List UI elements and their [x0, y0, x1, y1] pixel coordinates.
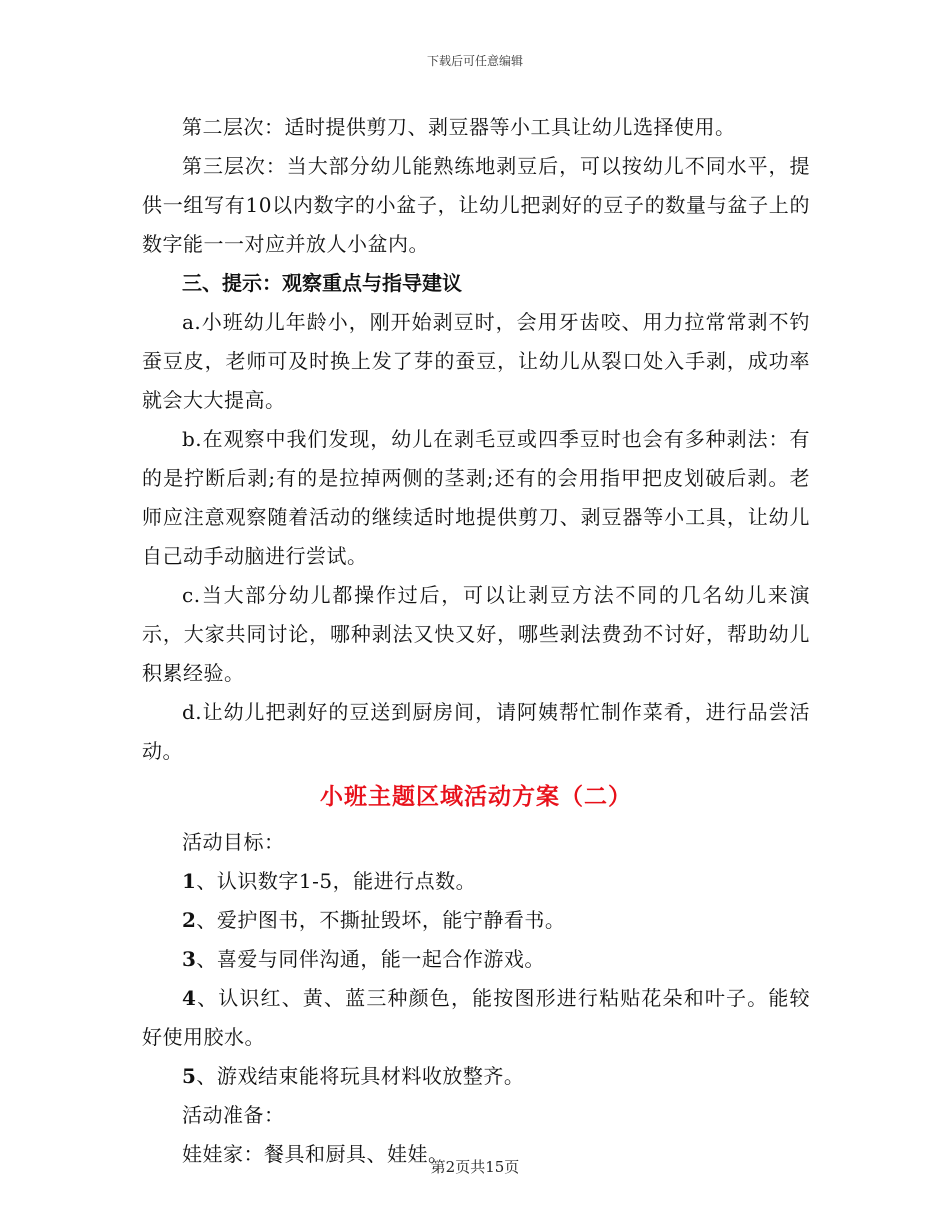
goal-item [142, 862, 810, 901]
section3-heading: 三、提示：观察重点与指导建议 [182, 271, 462, 295]
page-footer: 第2页共15页 [430, 1158, 520, 1176]
goal-text: 、喜爱与同伴沟通，能一起合作游戏。 [196, 947, 545, 971]
paragraph-tip-a: a.小班幼儿年龄小，刚开始剥豆时，会用牙齿咬、用力拉常常剥不钓蚕豆皮，老师可及时换上发了芽的蚕豆，让幼儿从裂口处入手剥，成功率就会大大提高。 [142, 310, 810, 412]
paragraph-level2: 第二层次：适时提供剪刀、剥豆器等小工具让幼儿选择使用。 [182, 115, 736, 139]
goal-item [142, 1057, 810, 1096]
paragraph-tip-c: c.当大部分幼儿都操作过后，可以让剥豆方法不同的几名幼儿来演示，大家共同讨论，哪种剥法又快又好，哪些剥法费劲不讨好，帮助幼儿积累经验。 [142, 583, 810, 685]
goal-item [142, 901, 810, 940]
prep-label: 活动准备： [182, 1103, 285, 1127]
paragraph-tip-b: b.在观察中我们发现，幼儿在剥毛豆或四季豆时也会有多种剥法：有的是拧断后剥;有的是拉掉两侧的茎剥;还有的会用指甲把皮划破后剥。老师应注意观察随着活动的继续适时地提供剪刀、剥豆器等小工具，让幼儿自己动手动脑进行尝试。 [142, 427, 810, 568]
goal-text: 、认识数字1-5，能进行点数。 [196, 869, 477, 893]
goal-number: 5 [182, 1064, 197, 1088]
prep-doll-house: 娃娃家：餐具和厨具、娃娃。 [182, 1142, 449, 1166]
goal-text: 、认识红、黄、蓝三种颜色，能按图形进行粘贴花朵和叶子。能较好使用胶水。 [142, 986, 810, 1049]
paragraph-level3: 第三层次：当大部分幼儿能熟练地剥豆后，可以按幼儿不同水平，提供一组写有10以内数字的小盆子，让幼儿把剥好的豆子的数量与盆子上的数字能一一对应并放人小盆内。 [142, 154, 810, 256]
page-header: 下载后可任意编辑 [426, 54, 523, 68]
plan2-title: 小班主题区域活动方案（二） [320, 783, 632, 810]
goal-number: 1 [182, 869, 197, 893]
goal-text: 、游戏结束能将玩具材料收放整齐。 [196, 1064, 525, 1088]
goal-item [142, 979, 810, 1057]
goals-label: 活动目标： [182, 830, 285, 854]
goal-number: 2 [182, 908, 197, 932]
goal-item [142, 940, 810, 979]
goal-number: 4 [182, 986, 197, 1010]
goal-number: 3 [182, 947, 197, 971]
paragraph-tip-d: d.让幼儿把剥好的豆送到厨房间，请阿姨帮忙制作菜肴，进行品尝活动。 [142, 700, 810, 763]
document-body [142, 108, 810, 1174]
goal-text: 、爱护图书，不撕扯毁坏，能宁静看书。 [196, 908, 566, 932]
